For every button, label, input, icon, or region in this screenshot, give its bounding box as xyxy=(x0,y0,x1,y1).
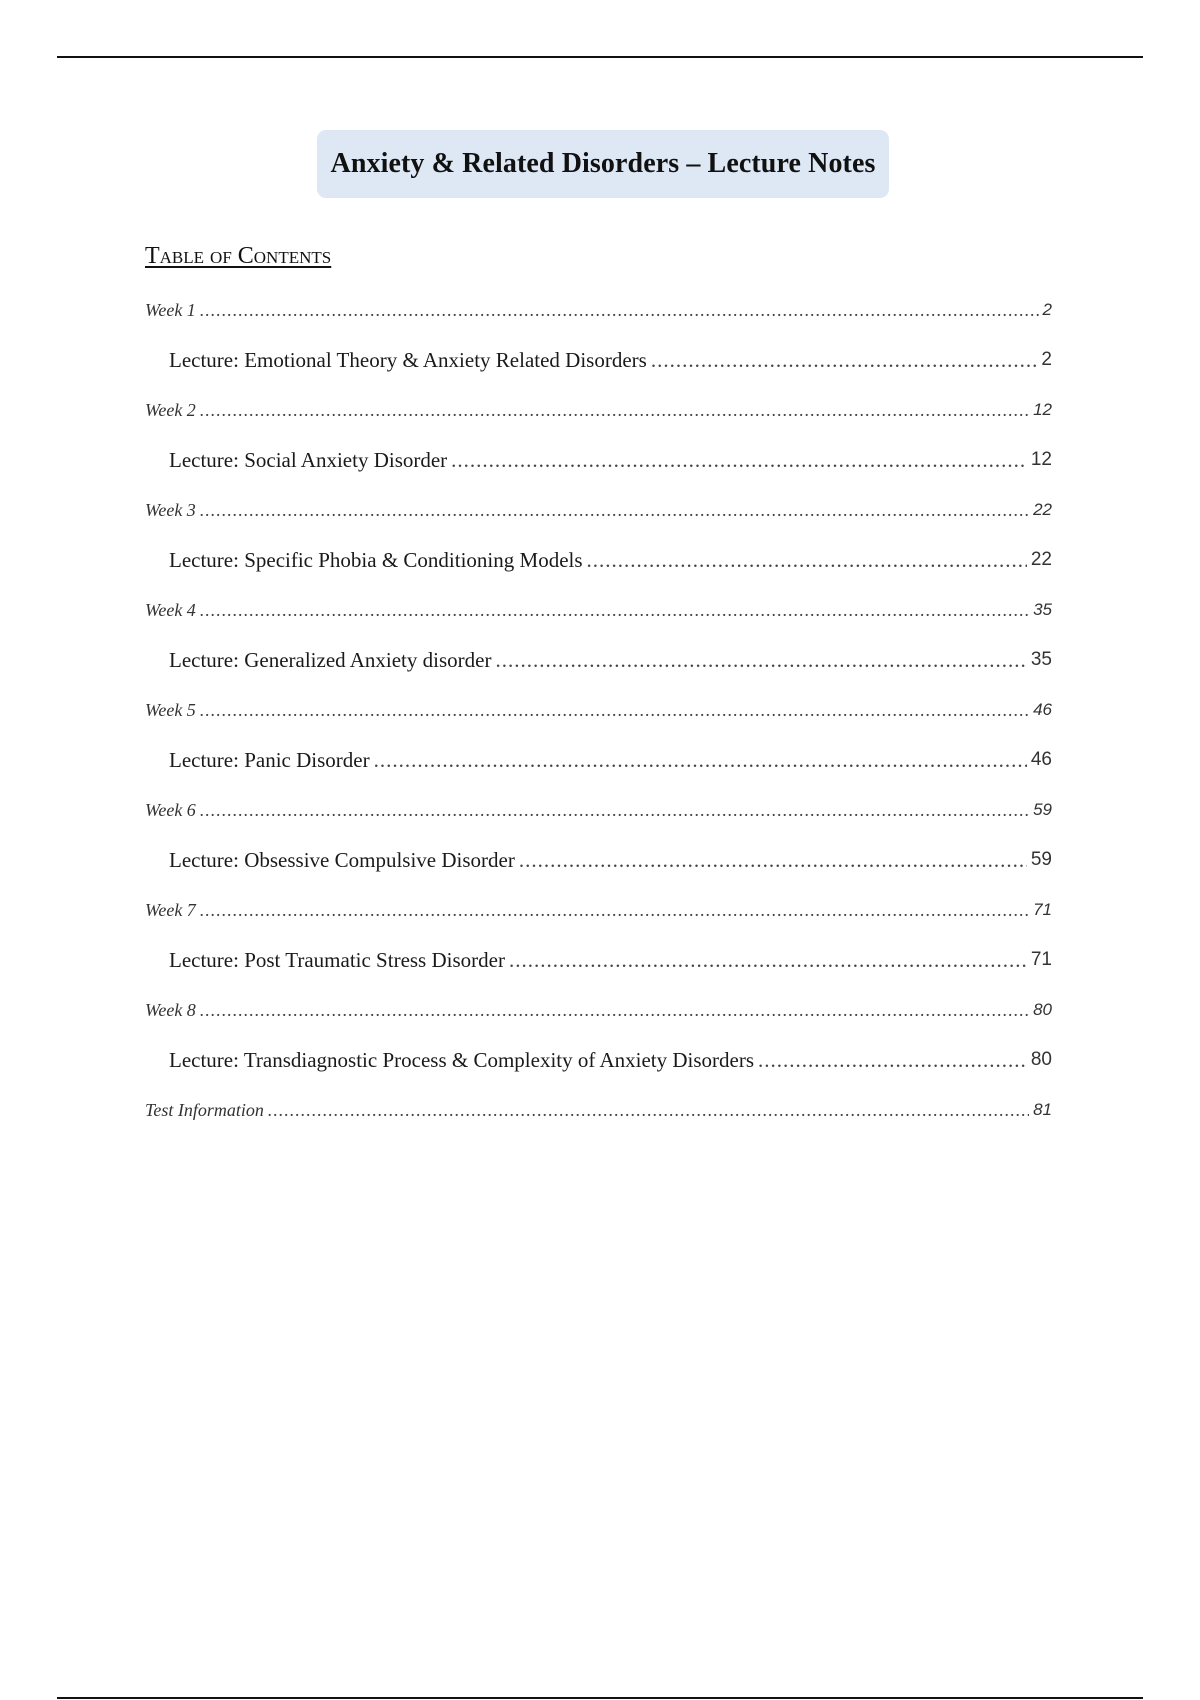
toc-entry-page: 80 xyxy=(1030,1049,1052,1070)
dot-leader xyxy=(587,548,1027,573)
toc-entry-lecture-1[interactable] xyxy=(145,335,1052,385)
toc-entry-lecture-4[interactable] xyxy=(145,635,1052,685)
toc-entry-label: Week 6 xyxy=(145,799,196,820)
dot-leader xyxy=(651,348,1038,373)
dot-leader xyxy=(519,848,1027,873)
toc-entry-lecture-2[interactable] xyxy=(145,435,1052,485)
toc-entry-page: 35 xyxy=(1033,600,1052,619)
toc-entry-page: 2 xyxy=(1042,300,1052,319)
toc-entry-page: 12 xyxy=(1030,449,1052,470)
header-rule xyxy=(57,56,1143,58)
toc-entry-page: 59 xyxy=(1030,849,1052,870)
toc-entry-week-7[interactable] xyxy=(145,885,1052,935)
toc-entry-label: Lecture: Generalized Anxiety disorder xyxy=(169,647,492,672)
dot-leader xyxy=(200,900,1029,921)
toc-entry-label: Week 1 xyxy=(145,299,196,320)
toc-entry-week-1[interactable] xyxy=(145,285,1052,335)
dot-leader xyxy=(268,1100,1029,1121)
table-of-contents xyxy=(145,285,1052,1135)
toc-entry-page: 71 xyxy=(1033,900,1052,919)
footer-rule xyxy=(57,1697,1143,1699)
toc-entry-page: 22 xyxy=(1030,549,1052,570)
toc-entry-page: 46 xyxy=(1030,749,1052,770)
dot-leader xyxy=(495,648,1026,673)
dot-leader xyxy=(200,1000,1029,1021)
toc-entry-label: Week 7 xyxy=(145,899,196,920)
dot-leader xyxy=(200,800,1029,821)
dot-leader xyxy=(509,948,1027,973)
toc-entry-label: Week 3 xyxy=(145,499,196,520)
toc-entry-week-5[interactable] xyxy=(145,685,1052,735)
toc-heading: Table of Contents xyxy=(145,243,332,269)
toc-entry-label: Week 5 xyxy=(145,699,196,720)
toc-entry-label: Lecture: Social Anxiety Disorder xyxy=(169,447,448,472)
dot-leader xyxy=(200,300,1039,321)
toc-entry-lecture-6[interactable] xyxy=(145,835,1052,885)
toc-entry-page: 35 xyxy=(1030,649,1052,670)
toc-entry-label: Test Information xyxy=(145,1099,264,1120)
toc-entry-test-information[interactable] xyxy=(145,1085,1052,1135)
toc-entry-label: Lecture: Emotional Theory & Anxiety Related Disorders xyxy=(169,347,647,372)
dot-leader xyxy=(200,500,1029,521)
dot-leader xyxy=(758,1048,1027,1073)
toc-entry-label: Lecture: Post Traumatic Stress Disorder xyxy=(169,947,505,972)
document-title: Anxiety & Related Disorders – Lecture Notes xyxy=(330,148,876,179)
toc-entry-label: Week 8 xyxy=(145,999,196,1020)
toc-entry-page: 80 xyxy=(1033,1000,1052,1019)
toc-entry-lecture-8[interactable] xyxy=(145,1035,1052,1085)
toc-entry-label: Lecture: Obsessive Compulsive Disorder xyxy=(169,847,515,872)
toc-entry-lecture-7[interactable] xyxy=(145,935,1052,985)
toc-entry-page: 59 xyxy=(1033,800,1052,819)
toc-entry-lecture-5[interactable] xyxy=(145,735,1052,785)
toc-entry-label: Lecture: Specific Phobia & Conditioning Models xyxy=(169,547,583,572)
toc-entry-page: 12 xyxy=(1033,400,1052,419)
toc-entry-page: 46 xyxy=(1033,700,1052,719)
toc-entry-week-6[interactable] xyxy=(145,785,1052,835)
dot-leader xyxy=(451,448,1027,473)
toc-entry-page: 2 xyxy=(1041,349,1052,370)
dot-leader xyxy=(200,400,1029,421)
toc-entry-week-4[interactable] xyxy=(145,585,1052,635)
toc-entry-page: 81 xyxy=(1033,1100,1052,1119)
title-banner xyxy=(317,130,889,198)
toc-entry-week-8[interactable] xyxy=(145,985,1052,1035)
toc-entry-label: Week 2 xyxy=(145,399,196,420)
toc-entry-lecture-3[interactable] xyxy=(145,535,1052,585)
toc-entry-page: 71 xyxy=(1030,949,1052,970)
toc-entry-label: Lecture: Transdiagnostic Process & Complexity of Anxiety Disorders xyxy=(169,1047,755,1072)
dot-leader xyxy=(200,700,1029,721)
toc-entry-label: Lecture: Panic Disorder xyxy=(169,747,370,772)
toc-entry-week-2[interactable] xyxy=(145,385,1052,435)
dot-leader xyxy=(200,600,1029,621)
toc-entry-week-3[interactable] xyxy=(145,485,1052,535)
toc-entry-label: Week 4 xyxy=(145,599,196,620)
dot-leader xyxy=(374,748,1027,773)
toc-entry-page: 22 xyxy=(1033,500,1052,519)
